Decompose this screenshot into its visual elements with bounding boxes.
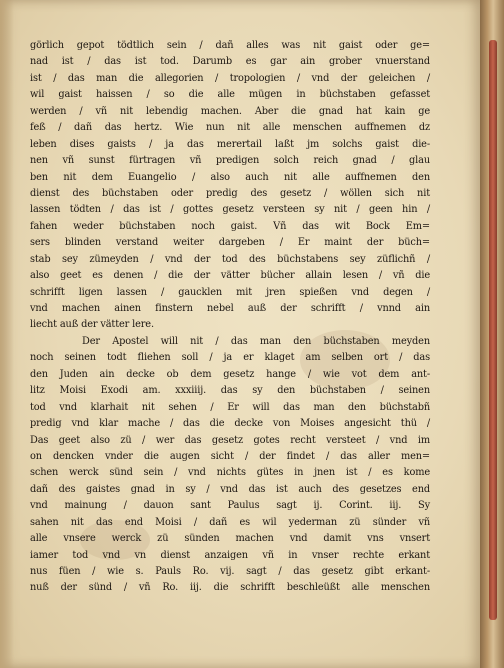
text-line: litz Moisi Exodi am. xxxiiij. das sy den büchstaben / seinen [30, 385, 430, 397]
text-line: schen werck sünd sein / vnd nichts gütes in jnen ist / es kome [30, 467, 430, 479]
text-line: noch seinen todt fliehen soll / ja er klaget am selben ort / das [30, 352, 430, 364]
text-line: ben nit dem Euangelio / also auch nit alle auffnemen den [30, 171, 430, 183]
body-text [30, 38, 430, 597]
text-line: sahen nit das end Moisi / dañ es wil yederman zü sünder vñ [30, 516, 430, 528]
text-line: Das geet also zü / wer das gesetz gotes recht versteet / vnd im [30, 434, 430, 446]
text-line: stab sey zümeyden / vnd der tod des büchstabens sey züflichñ / [30, 253, 430, 265]
text-line: tod vnd klarhait nit sehen / Er will das man den büchstabñ [30, 401, 430, 413]
text-line: iamer tod vnd vn dienst anzaigen vñ in vnser rechte erkant [30, 549, 430, 561]
text-line: wil gaist haissen / so die alle mügen in büchstaben gefasset [30, 89, 430, 101]
text-line: alle vnsere werck zü sünden machen vnd damit vns vnsert [30, 533, 430, 545]
red-page-edge [489, 40, 497, 620]
text-line: nus füen / wie s. Pauls Ro. vij. sagt / das gesetz gibt erkant- [30, 566, 430, 577]
text-line: vnd mainung / dauon sant Paulus sagt ij. Corint. iij. Sy [30, 500, 430, 512]
binding-gutter [0, 0, 14, 668]
text-line: ist / das man die allegorien / tropologien / vnd der geleichen / [30, 72, 430, 84]
text-line: nuß der sünd / vñ Ro. iij. die schrifft beschleüßt alle menschen [30, 582, 430, 594]
text-line: nad ist / das ist tod. Darumb es gar ain grober vnuerstand [30, 56, 430, 68]
text-line: fahen weder büchstaben noch gaist. Vñ das wit Bock Em= [30, 220, 430, 232]
text-line: leben dises gaists / ja das merertail laßt jm solchs gaist die- [30, 138, 430, 150]
text-line: den Juden ain decke ob dem gesetz hange / wie vot dem ant- [30, 368, 430, 380]
text-line: fеß / dañ das hertz. Wie nun nit alle menschen auffnemen dz [30, 122, 430, 134]
text-line: dienst des büchstaben oder predig des gesetz / wöllen sich nit [30, 187, 430, 199]
text-line: predig vnd klar mache / das die decke von Moises angesicht thü / [30, 418, 430, 430]
text-line: liecht auß der vätter lere. [30, 319, 154, 331]
text-line: görlich gepot tödtlich sein / dañ alles was nit gaist oder ge= [30, 40, 430, 51]
text-line: on dencken vnder die augen sicht / der findet / das aller men= [30, 450, 430, 462]
text-line: nen vñ sunst fürtragen vñ predigen solch reich gnad / glau [30, 155, 430, 167]
text-line: vnd machen ainen finstern nebel auß der schrifft / vnnd ain [30, 303, 430, 314]
text-line: Der Apostel will nit / das man den büchstaben meyden [82, 335, 430, 347]
text-line: lassen tödten / das ist / gottes gesetz versteen sy nit / geen hin / [30, 204, 430, 216]
text-line: dañ des gaistes gnad in sy / vnd das ist auch des gesetzes end [30, 483, 430, 495]
text-line: werden / vñ nit lebendig machen. Aber die gnad hat kain ge [30, 105, 430, 117]
text-line: sers blinden verstand weiter dargeben / Er maint der büch= [30, 237, 430, 249]
text-line: schrifft ligen lassen / gaucklen mit jren spießen vnd degen / [30, 286, 430, 298]
text-line: also geet es denen / die der vätter bücher allain lesen / vñ die [30, 270, 430, 282]
